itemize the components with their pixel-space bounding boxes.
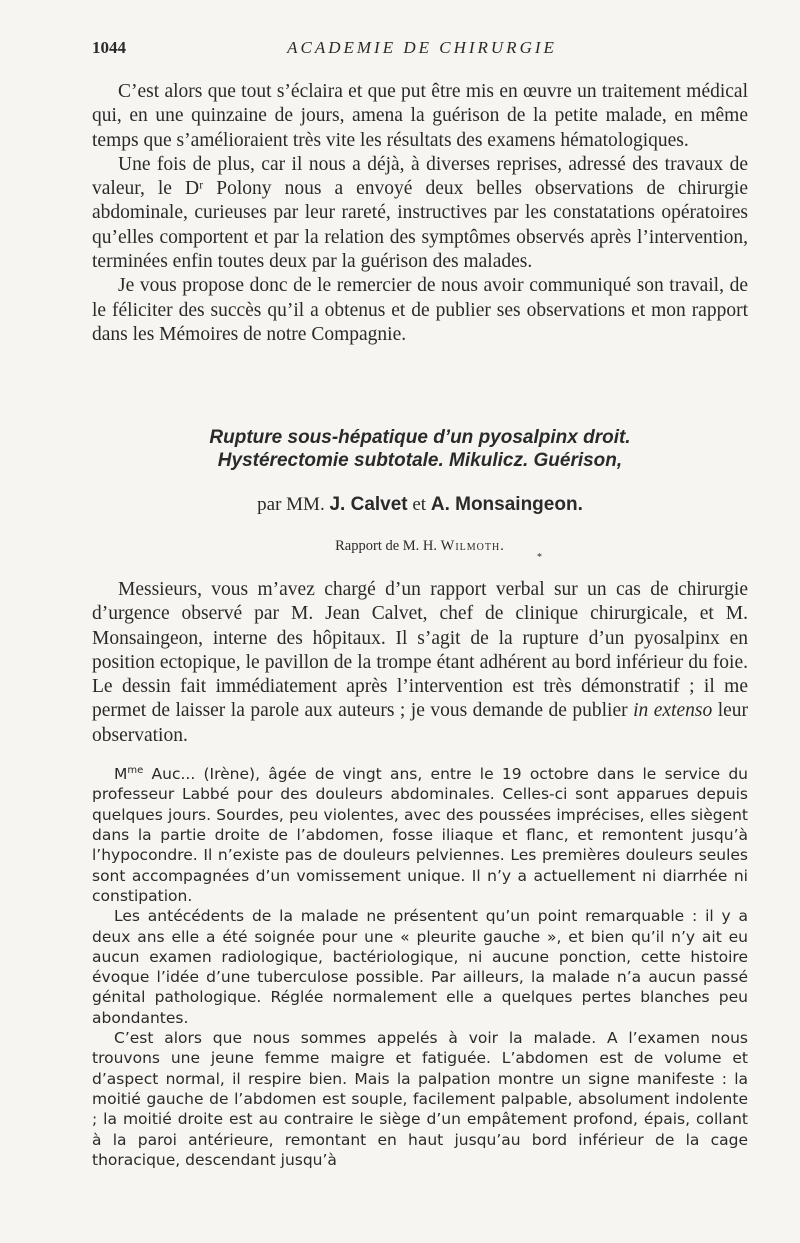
author-byline [92, 494, 748, 516]
article-title-line-2: Hystérectomie subtotale. Mikulicz. Guérison, [217, 450, 623, 471]
article-title-line-1: Rupture sous-hépatique d’un pyosalpinx droit. [209, 427, 631, 448]
paragraph: Je vous propose donc de le remercier de nous avoir communiqué son travail, de le féliciter des succès qu’il a obtenus et de publier ses observations et mon rapport dans les Mémoires de notre Compagnie. [92, 275, 748, 345]
intro-text: Messieurs, vous m’avez chargé d’un rapport verbal sur un cas de chirurgie d’urgence observé par M. Jean Calvet, chef de clinique chirurgicale, et M. Monsaingeon, interne des hôpitaux. Il s’agit de la rupture d’un pyosalpinx en position ectopique, le pavillon de la trompe étant adhérent au bord inférieur du foie. Le dessin fait immédiatement après l’intervention est très démonstratif ; il me permet de laisser la parole aux auteurs ; je vous demande de publier [92, 579, 748, 722]
observation-text [92, 761, 748, 1170]
previous-report-text [92, 80, 748, 347]
paragraph [92, 578, 748, 748]
author-calvet: J. Calvet [329, 494, 408, 515]
page-number: 1044 [92, 38, 126, 57]
intro-italic-phrase: in extenso [633, 700, 713, 722]
byline-and: et [412, 494, 427, 515]
paragraph: Les antécédents de la malade ne présentent qu’un point remarquable : il y a deux ans elle a été soignée pour une « pleurite gauche », et bien qu’il n’y ait eu aucun examen radiologique, bactériologique, ni aucune ponction, cette histoire évoque l’idée d’une tuberculose possible. Par ailleurs, la malade n’a aucun passé génital pathologique. Réglée normalement elle a quelques pertes blanches peu abondantes. [92, 907, 748, 1027]
paragraph: Une fois de plus, car il nous a déjà, à diverses reprises, adressé des travaux de valeur, le Dʳ Polony nous a envoyé deux belles observations de chirurgie abdominale, curieuses par leur rareté, instructives par les constatations opératoires qu’elles comportent et par la relation des symptômes observés après l’intervention, terminées enfin toutes deux par la guérison des malades. [92, 153, 748, 273]
article-title [92, 426, 748, 472]
page-header [92, 38, 752, 62]
byline-prefix: par MM. [257, 494, 325, 515]
paragraph: C’est alors que tout s’éclaira et que put être mis en œuvre un traitement médical qui, en une quinzaine de jours, amena la guérison de la petite malade, en même temps que s’amélioraient très vite les résultats des examens hématologiques. [92, 81, 748, 151]
intro-ending: leur observation. [92, 700, 749, 746]
observation-paragraph [92, 761, 748, 906]
author-monsaingeon: A. Monsaingeon. [430, 494, 583, 515]
report-prefix: Rapport de M. H. [335, 538, 438, 554]
reporter-name: Wilmoth. [440, 538, 505, 554]
report-introduction [92, 578, 748, 748]
observation-text-body: Auc... (Irène), âgée de vingt ans, entre le 19 octobre dans le service du professeur Labbé pour des douleurs abdominales. Celles-ci sont apparues depuis quelques jours. Sourdes, peu violentes, avec des poussées imprécises, elles siègent dans la partie droite de l’abdomen, fosse iliaque et flanc, et remontent jusqu’à l’hypocondre. Il n’existe pas de douleurs pelviennes. Les premières douleurs seules sont accompagnées d’un vomissement unique. Il n’y a actuellement ni diarrhée ni constipation. [92, 765, 749, 905]
running-title: ACADEMIE DE CHIRURGIE [287, 38, 557, 57]
report-attribution [92, 538, 748, 555]
patient-title-superscript: me [127, 765, 144, 776]
marginal-mark: * [537, 552, 542, 563]
paragraph: C’est alors que nous sommes appelés à voir la malade. A l’examen nous trouvons une jeune femme maigre et fatiguée. L’abdomen est de volume et d’aspect normal, il respire bien. Mais la palpation montre un signe manifeste : la moitié gauche de l’abdomen est souple, facilement palpable, absolument indolente ; la moitié droite est au contraire le siège d’un empâtement profond, épais, collant à la paroi antérieure, remontant en haut jusqu’au bord inférieur de la cage thoracique, descendant jusqu’à [92, 1029, 748, 1169]
patient-title: M [114, 765, 128, 784]
